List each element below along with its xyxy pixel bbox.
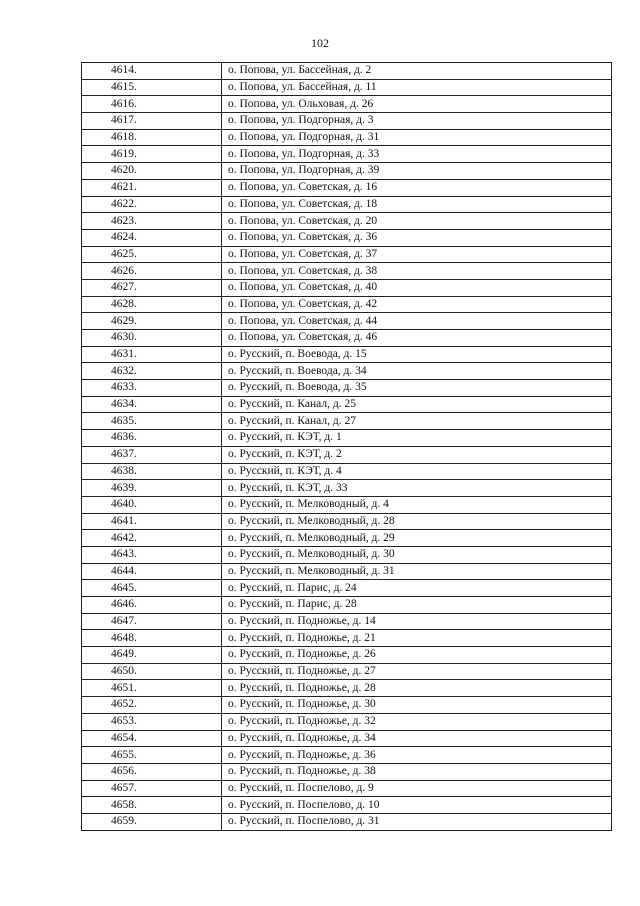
address-cell: о. Попова, ул. Бассейная, д. 11 (222, 79, 612, 96)
address-cell: о. Русский, п. Подножье, д. 32 (222, 713, 612, 730)
row-number-cell: 4630. (82, 330, 222, 347)
address-cell: о. Попова, ул. Подгорная, д. 33 (222, 146, 612, 163)
row-number-cell: 4627. (82, 279, 222, 296)
row-number-cell: 4646. (82, 597, 222, 614)
table-row (82, 146, 612, 163)
address-cell: о. Русский, п. Поспелово, д. 31 (222, 813, 612, 830)
row-number-cell: 4650. (82, 663, 222, 680)
table-row (82, 279, 612, 296)
address-cell: о. Попова, ул. Подгорная, д. 39 (222, 163, 612, 180)
table-row (82, 246, 612, 263)
address-cell: о. Русский, п. Воевода, д. 34 (222, 363, 612, 380)
table-row (82, 797, 612, 814)
address-cell: о. Попова, ул. Подгорная, д. 3 (222, 113, 612, 130)
address-cell: о. Русский, п. Мелководный, д. 29 (222, 530, 612, 547)
row-number-cell: 4618. (82, 129, 222, 146)
table-row (82, 363, 612, 380)
address-cell: о. Русский, п. Воевода, д. 35 (222, 380, 612, 397)
address-cell: о. Русский, п. КЭТ, д. 4 (222, 463, 612, 480)
address-cell: о. Русский, п. Подножье, д. 30 (222, 697, 612, 714)
table-row (82, 296, 612, 313)
row-number-cell: 4655. (82, 747, 222, 764)
table-row (82, 780, 612, 797)
table-row (82, 630, 612, 647)
row-number-cell: 4641. (82, 513, 222, 530)
table-row (82, 430, 612, 447)
address-cell: о. Попова, ул. Советская, д. 20 (222, 213, 612, 230)
table-row (82, 196, 612, 213)
table-row (82, 763, 612, 780)
table-row (82, 163, 612, 180)
row-number-cell: 4628. (82, 296, 222, 313)
address-cell: о. Русский, п. Поспелово, д. 10 (222, 797, 612, 814)
address-cell: о. Попова, ул. Бассейная, д. 2 (222, 63, 612, 80)
row-number-cell: 4634. (82, 396, 222, 413)
address-table-body (82, 63, 612, 831)
address-cell: о. Русский, п. КЭТ, д. 2 (222, 446, 612, 463)
table-row (82, 563, 612, 580)
address-cell: о. Русский, п. Канал, д. 25 (222, 396, 612, 413)
address-cell: о. Русский, п. Подножье, д. 21 (222, 630, 612, 647)
table-row (82, 713, 612, 730)
table-row (82, 113, 612, 130)
row-number-cell: 4645. (82, 580, 222, 597)
table-row (82, 613, 612, 630)
address-cell: о. Попова, ул. Ольховая, д. 26 (222, 96, 612, 113)
table-row (82, 63, 612, 80)
row-number-cell: 4648. (82, 630, 222, 647)
address-cell: о. Русский, п. Подножье, д. 26 (222, 647, 612, 664)
row-number-cell: 4636. (82, 430, 222, 447)
row-number-cell: 4657. (82, 780, 222, 797)
row-number-cell: 4635. (82, 413, 222, 430)
row-number-cell: 4620. (82, 163, 222, 180)
row-number-cell: 4647. (82, 613, 222, 630)
address-cell: о. Попова, ул. Советская, д. 18 (222, 196, 612, 213)
address-cell: о. Русский, п. Подножье, д. 28 (222, 680, 612, 697)
address-cell: о. Попова, ул. Советская, д. 36 (222, 229, 612, 246)
table-row (82, 213, 612, 230)
table-row (82, 530, 612, 547)
address-cell: о. Русский, п. Парис, д. 28 (222, 597, 612, 614)
table-row (82, 79, 612, 96)
table-row (82, 513, 612, 530)
row-number-cell: 4633. (82, 380, 222, 397)
address-cell: о. Русский, п. Поспелово, д. 9 (222, 780, 612, 797)
address-cell: о. Попова, ул. Советская, д. 42 (222, 296, 612, 313)
address-cell: о. Русский, п. Канал, д. 27 (222, 413, 612, 430)
address-cell: о. Попова, ул. Советская, д. 40 (222, 279, 612, 296)
table-row (82, 546, 612, 563)
row-number-cell: 4617. (82, 113, 222, 130)
address-cell: о. Русский, п. Подножье, д. 27 (222, 663, 612, 680)
row-number-cell: 4626. (82, 263, 222, 280)
row-number-cell: 4642. (82, 530, 222, 547)
row-number-cell: 4631. (82, 346, 222, 363)
table-row (82, 663, 612, 680)
table-row (82, 396, 612, 413)
row-number-cell: 4619. (82, 146, 222, 163)
address-cell: о. Попова, ул. Советская, д. 16 (222, 179, 612, 196)
row-number-cell: 4658. (82, 797, 222, 814)
table-row (82, 313, 612, 330)
row-number-cell: 4652. (82, 697, 222, 714)
table-row (82, 463, 612, 480)
row-number-cell: 4637. (82, 446, 222, 463)
table-row (82, 597, 612, 614)
row-number-cell: 4649. (82, 647, 222, 664)
address-table (81, 62, 612, 831)
row-number-cell: 4654. (82, 730, 222, 747)
row-number-cell: 4615. (82, 79, 222, 96)
table-row (82, 580, 612, 597)
row-number-cell: 4651. (82, 680, 222, 697)
table-row (82, 680, 612, 697)
table-row (82, 413, 612, 430)
row-number-cell: 4625. (82, 246, 222, 263)
table-row (82, 697, 612, 714)
row-number-cell: 4659. (82, 813, 222, 830)
row-number-cell: 4616. (82, 96, 222, 113)
address-cell: о. Попова, ул. Подгорная, д. 31 (222, 129, 612, 146)
address-cell: о. Русский, п. Подножье, д. 34 (222, 730, 612, 747)
address-cell: о. Русский, п. Парис, д. 24 (222, 580, 612, 597)
address-cell: о. Попова, ул. Советская, д. 44 (222, 313, 612, 330)
table-row (82, 129, 612, 146)
address-cell: о. Русский, п. Подножье, д. 14 (222, 613, 612, 630)
address-cell: о. Русский, п. Воевода, д. 15 (222, 346, 612, 363)
address-cell: о. Русский, п. Мелководный, д. 30 (222, 546, 612, 563)
table-row (82, 330, 612, 347)
address-cell: о. Русский, п. Мелководный, д. 28 (222, 513, 612, 530)
table-row (82, 229, 612, 246)
row-number-cell: 4639. (82, 480, 222, 497)
row-number-cell: 4653. (82, 713, 222, 730)
row-number-cell: 4623. (82, 213, 222, 230)
row-number-cell: 4640. (82, 496, 222, 513)
table-row (82, 496, 612, 513)
page-number: 102 (311, 36, 329, 50)
row-number-cell: 4624. (82, 229, 222, 246)
address-cell: о. Попова, ул. Советская, д. 46 (222, 330, 612, 347)
table-row (82, 813, 612, 830)
address-cell: о. Русский, п. КЭТ, д. 33 (222, 480, 612, 497)
address-cell: о. Русский, п. Мелководный, д. 31 (222, 563, 612, 580)
row-number-cell: 4644. (82, 563, 222, 580)
row-number-cell: 4656. (82, 763, 222, 780)
address-cell: о. Русский, п. Мелководный, д. 4 (222, 496, 612, 513)
table-row (82, 346, 612, 363)
table-row (82, 480, 612, 497)
address-cell: о. Попова, ул. Советская, д. 37 (222, 246, 612, 263)
table-row (82, 380, 612, 397)
address-cell: о. Попова, ул. Советская, д. 38 (222, 263, 612, 280)
address-cell: о. Русский, п. Подножье, д. 36 (222, 747, 612, 764)
row-number-cell: 4621. (82, 179, 222, 196)
row-number-cell: 4632. (82, 363, 222, 380)
row-number-cell: 4638. (82, 463, 222, 480)
row-number-cell: 4614. (82, 63, 222, 80)
row-number-cell: 4643. (82, 546, 222, 563)
table-row (82, 647, 612, 664)
address-cell: о. Русский, п. КЭТ, д. 1 (222, 430, 612, 447)
table-row (82, 730, 612, 747)
table-row (82, 747, 612, 764)
address-cell: о. Русский, п. Подножье, д. 38 (222, 763, 612, 780)
table-row (82, 263, 612, 280)
table-row (82, 96, 612, 113)
table-row (82, 179, 612, 196)
row-number-cell: 4629. (82, 313, 222, 330)
table-row (82, 446, 612, 463)
row-number-cell: 4622. (82, 196, 222, 213)
